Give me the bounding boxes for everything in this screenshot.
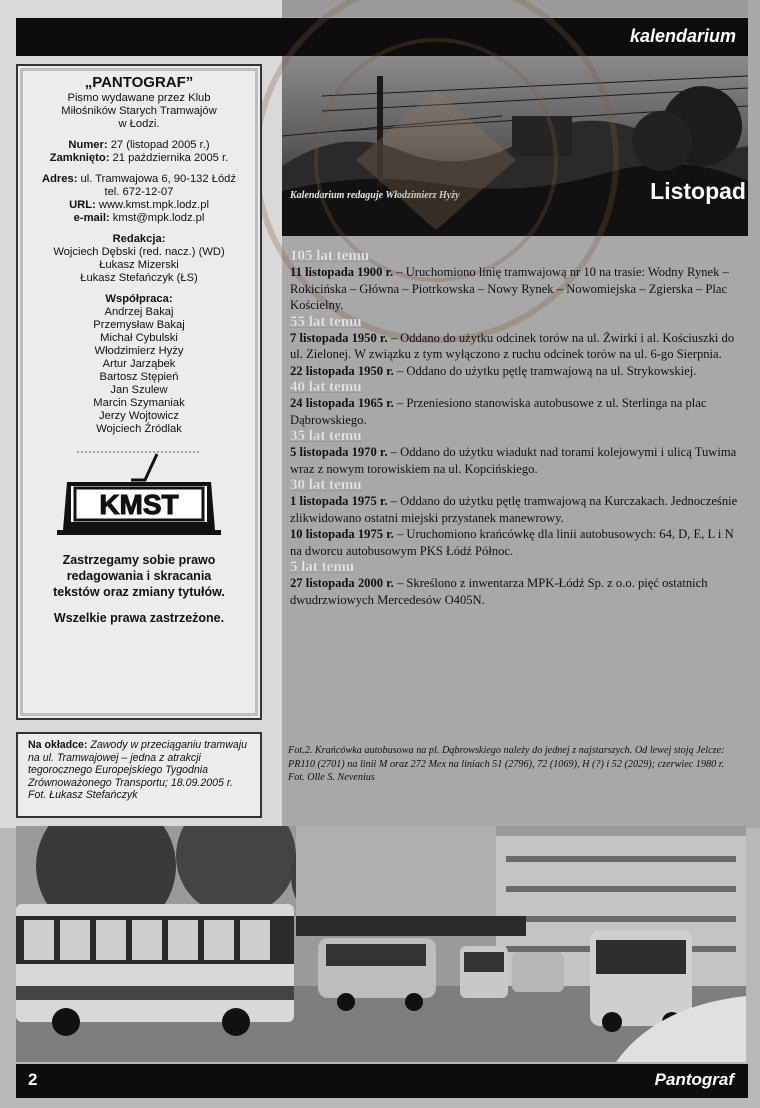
- calendar-entry: 7 listopada 1950 r. – Oddano do użytku odcinek torów na ul. Żwirki i al. Kościuszki do ul. Zielonej. W związku z tym wyłączono z ruchu odcinek torów na ul. 6-go Sierpnia.: [290, 330, 735, 361]
- photo-2-credit: Fot. Olle S. Nevenius: [288, 772, 375, 783]
- collab-heading: Współpraca:: [105, 293, 173, 305]
- editor-1: Wojciech Dębski (red. nacz.) (WD): [53, 246, 225, 258]
- photo-2-caption: [288, 744, 744, 785]
- years-ago-heading: 40 lat temu: [290, 379, 362, 395]
- collab-8: Marcin Szymaniak: [93, 397, 185, 409]
- cover-text: Zawody w przeciąganiu tramwaju na ul. Tramwajowej – jedna z atrakcji tegorocznego Europejskiego Tygodnia Zrównoważonego Transportu; 18.09.2005 r. Fot. Łukasz Stefańczyk: [28, 739, 248, 802]
- calendar-entry: 11 listopada 1900 r. – Uruchomiono linię tramwajową nr 10 na trasie: Wodny Rynek – Rokicińska – Główna – Piotrkowska – Nowy Rynek – Nowomiejska – Zgierska – Plac Kościelny.: [290, 265, 729, 312]
- rights-notice: [28, 552, 250, 600]
- top-photo-image: [282, 56, 748, 236]
- section-title: kalendarium: [629, 26, 736, 46]
- collab-4: Włodzimierz Hyży: [94, 345, 184, 357]
- collab-3: Michał Cybulski: [100, 332, 178, 344]
- footer-bar: [16, 1064, 748, 1098]
- month-label: Listopad: [650, 178, 746, 204]
- calendar-entry: 10 listopada 1975 r. – Uruchomiono krańcówkę dla linii autobusowych: 64, D, E, L i N na dworcu autobusowym PKS Łódź Północ.: [290, 527, 734, 558]
- issue-label: Numer:: [68, 139, 108, 151]
- rights-line-1: Zastrzegamy sobie prawo: [62, 553, 216, 567]
- years-ago-heading: 35 lat temu: [290, 428, 362, 444]
- header-bar: [16, 18, 748, 56]
- collab-7: Jan Szulew: [110, 384, 168, 396]
- cover-label: Na okładce:: [28, 739, 88, 751]
- magazine-title: „PANTOGRAF”: [84, 74, 194, 91]
- page-number: 2: [28, 1070, 38, 1089]
- top-photo: [282, 56, 748, 236]
- editorial-block: [28, 233, 250, 285]
- top-photo-caption: Kalendarium redaguje Włodzimierz Hyży: [290, 190, 460, 201]
- masthead-box: [16, 64, 262, 720]
- editor-2: Łukasz Mizerski: [99, 259, 179, 271]
- address-value: ul. Tramwajowa 6, 90-132 Łódź: [80, 173, 236, 185]
- closed-label: Zamknięto:: [49, 152, 110, 164]
- collab-1: Andrzej Bakaj: [104, 306, 174, 318]
- kmst-logo: [57, 450, 221, 538]
- calendar-entry: 5 listopada 1970 r. – Oddano do użytku wiadukt nad torami kolejowymi i ulicą Tuwima wraz z nowym torowiskiem na ul. Kopcińskiego.: [290, 445, 737, 476]
- collab-6: Bartosz Stępień: [99, 371, 179, 383]
- email-value[interactable]: kmst@mpk.lodz.pl: [112, 212, 205, 224]
- calendar-entry: 27 listopada 2000 r. – Skreślono z inwentarza MPK-Łódź Sp. z o.o. pięć ostatnich dwudrzwiowych Mercedesów O405N.: [290, 576, 708, 607]
- top-band: [282, 0, 748, 17]
- calendar-entry: 22 listopada 1950 r. – Oddano do użytku pętlę tramwajową na ul. Strykowskiej.: [290, 363, 697, 378]
- collab-5: Artur Jarząbek: [102, 358, 176, 370]
- years-ago-heading: 5 lat temu: [290, 559, 355, 575]
- years-ago-heading: 105 lat temu: [290, 248, 370, 264]
- svg-text:KMST: KMST: [99, 489, 179, 520]
- rights-line-2: redagowania i skracania: [66, 569, 212, 583]
- years-ago-heading: 55 lat temu: [290, 313, 362, 330]
- calendar-entry: 24 listopada 1965 r. – Przeniesiono stanowiska autobusowe z ul. Sterlinga na plac Dąbrowskiego.: [290, 396, 707, 427]
- issue-value: 27 (listopad 2005 r.): [110, 139, 210, 151]
- editor-3: Łukasz Stefańczyk (ŁS): [80, 272, 198, 284]
- publisher-line-3: w Łodzi.: [118, 118, 160, 130]
- collab-9: Jerzy Wojtowicz: [99, 410, 179, 422]
- closed-value: 21 października 2005 r.: [112, 152, 229, 164]
- calendar-entry: 1 listopada 1975 r. – Oddano do użytku pętlę tramwajową na Kurczakach. Jednocześnie zlikwidowano ostatni miejski przystanek manewrowy.: [290, 494, 738, 525]
- issue-block: [28, 139, 250, 165]
- collab-block: [28, 293, 250, 436]
- phone: tel. 672-12-07: [104, 186, 174, 198]
- years-ago-heading: 30 lat temu: [290, 477, 362, 493]
- magazine-name: Pantograf: [654, 1070, 734, 1089]
- tram-logo-icon: [57, 450, 221, 538]
- collab-2: Przemysław Bakaj: [93, 319, 185, 331]
- url-label: URL:: [69, 199, 96, 211]
- rights-line-3: tekstów oraz zmiany tytułów.: [53, 585, 225, 599]
- calendar-list: [290, 248, 742, 608]
- all-rights-reserved: Wszelkie prawa zastrzeżone.: [53, 611, 225, 625]
- url-value[interactable]: www.kmst.mpk.lodz.pl: [98, 199, 209, 211]
- publisher-line-1: Pismo wydawane przez Klub: [67, 92, 211, 104]
- publisher-line-2: Miłośników Starych Tramwajów: [61, 105, 217, 117]
- bottom-photo: [16, 826, 746, 1062]
- collab-10: Wojciech Źródlak: [96, 423, 182, 435]
- bus-terminal-image: [16, 826, 746, 1062]
- photo-2-description: Fot.2. Krańcówka autobusowa na pl. Dąbrowskiego należy do jednej z najstarszych. Od lewej stoją Jelcze: PR110 (2701) na linii M oraz 272 Mex na liniach 51 (2796), 72 (1069), H (?) i 52 (2029); czerwiec 1980 r.: [288, 745, 725, 770]
- contact-block: [28, 173, 250, 225]
- editorial-heading: Redakcja:: [112, 233, 166, 245]
- cover-note-box: [16, 732, 262, 818]
- address-label: Adres:: [41, 173, 78, 185]
- email-label: e-mail:: [73, 212, 110, 224]
